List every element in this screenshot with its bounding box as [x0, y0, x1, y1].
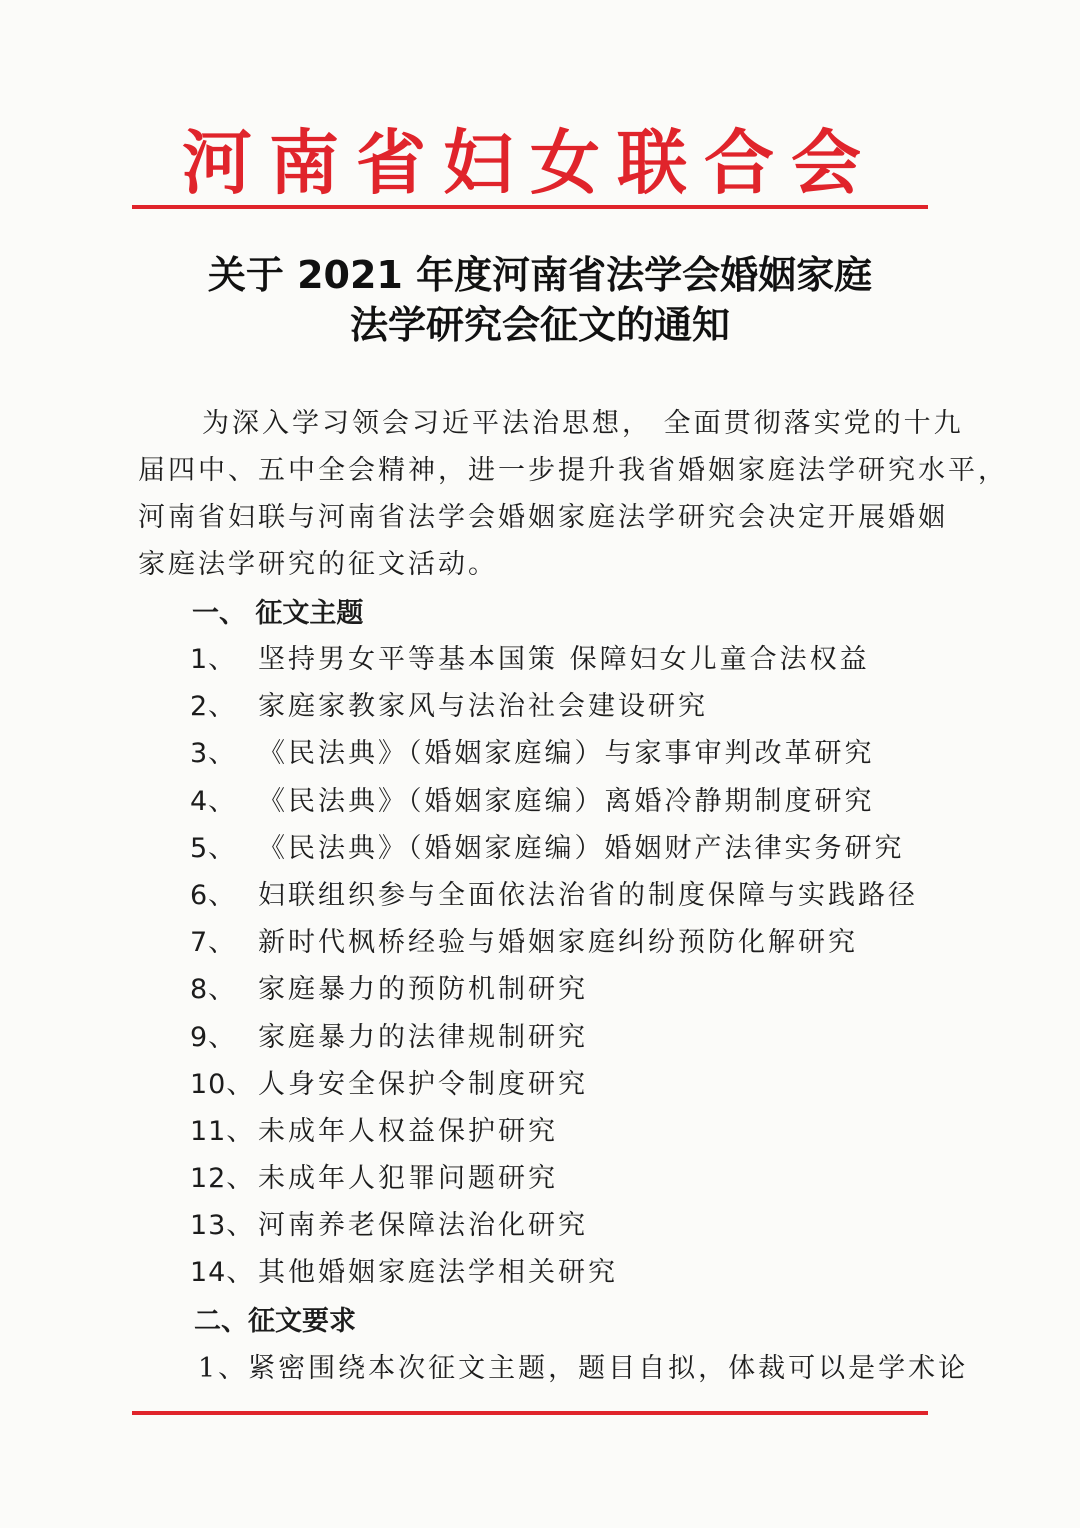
- topic-item: [190, 1061, 930, 1108]
- topic-item: [190, 778, 930, 825]
- intro-line-4: 家庭法学研究的征文活动。: [138, 549, 498, 580]
- topic-number: 10、: [190, 1068, 255, 1100]
- topic-text: 家庭暴力的预防机制研究: [258, 974, 588, 1006]
- topic-item: [190, 636, 930, 683]
- topic-number: 12、: [190, 1163, 255, 1195]
- notice-title-line-2: 法学研究会征文的通知: [349, 303, 730, 347]
- topic-item: [190, 1202, 930, 1249]
- requirement-item-1: 1、紧密围绕本次征文主题，题目自拟，体裁可以是学术论: [198, 1353, 969, 1384]
- topic-item: [190, 872, 930, 919]
- topic-number: 13、: [190, 1210, 255, 1242]
- topic-item: [190, 1155, 930, 1202]
- topic-text: 河南养老保障法治化研究: [258, 1210, 588, 1242]
- topic-number: 14、: [190, 1257, 255, 1289]
- intro-line-1: 为深入学习领会习近平法治思想， 全面贯彻落实党的十九: [202, 408, 964, 439]
- notice-title-line-1: 关于 2021 年度河南省法学会婚姻家庭: [207, 253, 873, 297]
- topic-item: [190, 1014, 930, 1061]
- topic-text: 《民法典》（婚姻家庭编）与家事审判改革研究: [258, 738, 875, 770]
- topic-text: 其他婚姻家庭法学相关研究: [258, 1257, 618, 1289]
- section-heading-topics: 一、 征文主题: [192, 598, 364, 629]
- topic-text: 坚持男女平等基本国策 保障妇女儿童合法权益: [258, 644, 870, 675]
- topic-text: 人身安全保护令制度研究: [258, 1068, 588, 1100]
- topic-text: 新时代枫桥经验与婚姻家庭纠纷预防化解研究: [258, 927, 858, 959]
- topic-number: 4、: [190, 785, 237, 817]
- topic-text: 家庭暴力的法律规制研究: [258, 1021, 588, 1053]
- topic-item: [190, 966, 930, 1013]
- letterhead-bottom-rule: [132, 1411, 928, 1415]
- letterhead-org-name: 河南省妇女联合会: [182, 121, 878, 204]
- intro-paragraph: [138, 400, 1008, 588]
- topic-item: [190, 1249, 930, 1296]
- topic-text: 《民法典》（婚姻家庭编）婚姻财产法律实务研究: [258, 832, 905, 864]
- topic-number: 2、: [190, 691, 237, 723]
- letterhead-top-rule: [132, 205, 928, 209]
- topic-number: 7、: [190, 927, 237, 959]
- topic-text: 家庭家教家风与法治社会建设研究: [258, 691, 708, 723]
- topic-number: 1、: [190, 644, 237, 675]
- topic-item: [190, 825, 930, 872]
- topic-text: 未成年人权益保护研究: [258, 1115, 558, 1147]
- notice-title: [130, 250, 950, 350]
- topic-item: [190, 730, 930, 777]
- topic-list: [190, 636, 930, 1297]
- topic-text: 未成年人犯罪问题研究: [258, 1163, 558, 1195]
- topic-number: 3、: [190, 738, 237, 770]
- section-heading-requirements: 二、征文要求: [194, 1306, 356, 1337]
- topic-number: 9、: [190, 1021, 237, 1053]
- topic-text: 《民法典》（婚姻家庭编）离婚冷静期制度研究: [258, 785, 875, 817]
- topic-text: 妇联组织参与全面依法治省的制度保障与实践路径: [258, 879, 918, 911]
- topic-number: 8、: [190, 974, 237, 1006]
- topic-item: [190, 683, 930, 730]
- intro-line-3: 河南省妇联与河南省法学会婚姻家庭法学研究会决定开展婚姻: [138, 502, 948, 533]
- topic-number: 6、: [190, 879, 237, 911]
- topic-number: 11、: [190, 1115, 255, 1147]
- topic-number: 5、: [190, 832, 237, 864]
- topic-item: [190, 1108, 930, 1155]
- intro-line-2: 届四中、五中全会精神，进一步提升我省婚姻家庭法学研究水平，: [138, 455, 1008, 486]
- topic-item: [190, 919, 930, 966]
